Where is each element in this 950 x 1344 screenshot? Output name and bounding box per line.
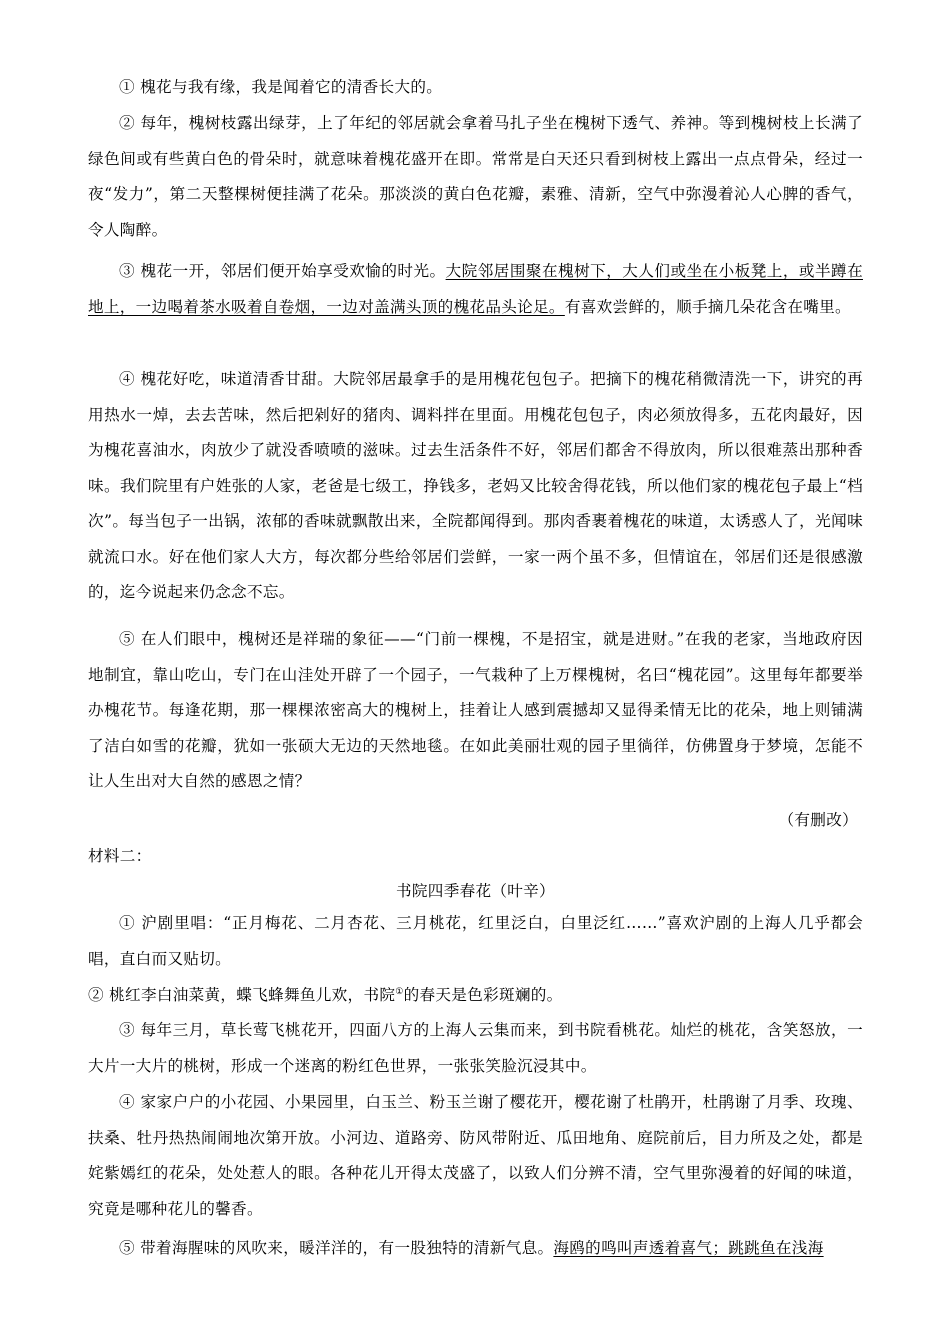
material-two-paragraph-2 (88, 978, 863, 1014)
paragraph-2-ending: 的春天是色彩斑斓的。 (403, 986, 563, 1004)
material-one-paragraph-2: ② 每年，槐树枝露出绿芽，上了年纪的邻居就会拿着马扎子坐在槐树下透气、养神。等到槐树枝上长满了绿色间或有些黄白色的骨朵时，就意味着槐花盛开在即。常常是白天还只看到树枝上露出一点点骨朵，经过一夜“发力”，第二天整棵树便挂满了花朵。那淡淡的黄白色花瓣，素雅、清新，空气中弥漫着沁人心脾的香气，令人陶醉。 (88, 114, 863, 239)
material-two-paragraph-5 (88, 1231, 863, 1267)
underlined-sentence: 大院邻居围聚在槐树下，大人们或坐在小板凳上，或半蹲在地上，一边喝着茶水吸着自卷烟，一边对盖满头顶的槐花品头论足。 (88, 262, 863, 316)
footnote-marker: ① (395, 987, 404, 997)
material-one-paragraph-5: ⑤ 在人们眼中，槐树还是祥瑞的象征——“门前一棵槐，不是招宝，就是进财。”在我的老家，当地政府因地制宜，靠山吃山，专门在山洼处开辟了一个园子，一气栽种了上万棵槐树，名曰“槐花园”。这里每年都要举办槐花节。每逢花期，那一棵棵浓密高大的槐树上，挂着让人感到震撼却又显得柔情无比的花朵，地上则铺满了洁白如雪的花瓣，犹如一张硕大无边的天然地毯。在如此美丽壮观的园子里徜徉，仿佛置身于梦境，怎能不让人生出对大自然的感恩之情？ (88, 630, 863, 790)
material-one-paragraph-1: ① 槐花与我有缘，我是闻着它的清香长大的。 (119, 78, 443, 96)
paragraph-2-text: ② 桃红李白油菜黄，蝶飞蜂舞鱼儿欢，书院 (88, 986, 396, 1004)
paragraph-3-ending: 有喜欢尝鲜的，顺手摘几朵花含在嘴里。 (564, 297, 851, 316)
material-two-title: 书院四季春花（叶辛） (396, 882, 555, 900)
underlined-sentence-2: 海鸥的鸣叫声透着喜气；跳跳鱼在浅海 (553, 1239, 824, 1257)
material-two-label: 材料二： (88, 847, 152, 865)
paragraph-5-text: ⑤ 带着海腥味的风吹来，暖洋洋的，有一股独特的清新气息。 (119, 1239, 554, 1257)
material-two-paragraph-3: ③ 每年三月，草长莺飞桃花开，四面八方的上海人云集而来，到书院看桃花。灿烂的桃花，含笑怒放，一大片一大片的桃树，形成一个迷离的粉红色世界，一张张笑脸沉浸其中。 (88, 1021, 863, 1075)
material-one-paragraph-4: ④ 槐花好吃，味道清香甘甜。大院邻居最拿手的是用槐花包包子。把摘下的槐花稍微清洗一下，讲究的再用热水一焯，去去苦味，然后把剁好的猪肉、调料拌在里面。用槐花包包子，肉必须放得多，五花肉最好，因为槐花喜油水，肉放少了就没香喷喷的滋味。过去生活条件不好，邻居们都舍不得放肉，所以很难蒸出那种香味。我们院里有户姓张的人家，老爸是七级工，挣钱多，老妈又比较舍得花钱，所以他们家的槐花包子最上“档次”。每当包子一出锅，浓郁的香味就飘散出来，全院都闻得到。那肉香裹着槐花的味道，太诱惑人了，光闻味就流口水。好在他们家人大方，每次都分些给邻居们尝鲜，一家一两个虽不多，但情谊在，邻居们还是很感激的，迄今说起来仍念念不忘。 (88, 370, 863, 601)
paragraph-3-intro: ③ 槐花一开，邻居们便开始享受欢愉的时光。 (119, 262, 446, 280)
abridged-note: （有删改） (778, 811, 858, 829)
material-two-paragraph-1: ① 沪剧里唱：“正月梅花、二月杏花、三月桃花，红里泛白，白里泛红……”喜欢沪剧的上海人几乎都会唱，直白而又贴切。 (88, 914, 863, 968)
material-one-paragraph-3 (88, 254, 863, 325)
material-two-paragraph-4: ④ 家家户户的小花园、小果园里，白玉兰、粉玉兰谢了樱花开，樱花谢了杜鹃开，杜鹃谢了月季、玫瑰、扶桑、牡丹热热闹闹地次第开放。小河边、道路旁、防风带附近、瓜田地角、庭院前后，目力所及之处，都是姹紫嫣红的花朵，处处惹人的眼。各种花儿开得太茂盛了，以致人们分辨不清，空气里弥漫着的好闻的味道，究竟是哪种花儿的馨香。 (88, 1093, 863, 1218)
